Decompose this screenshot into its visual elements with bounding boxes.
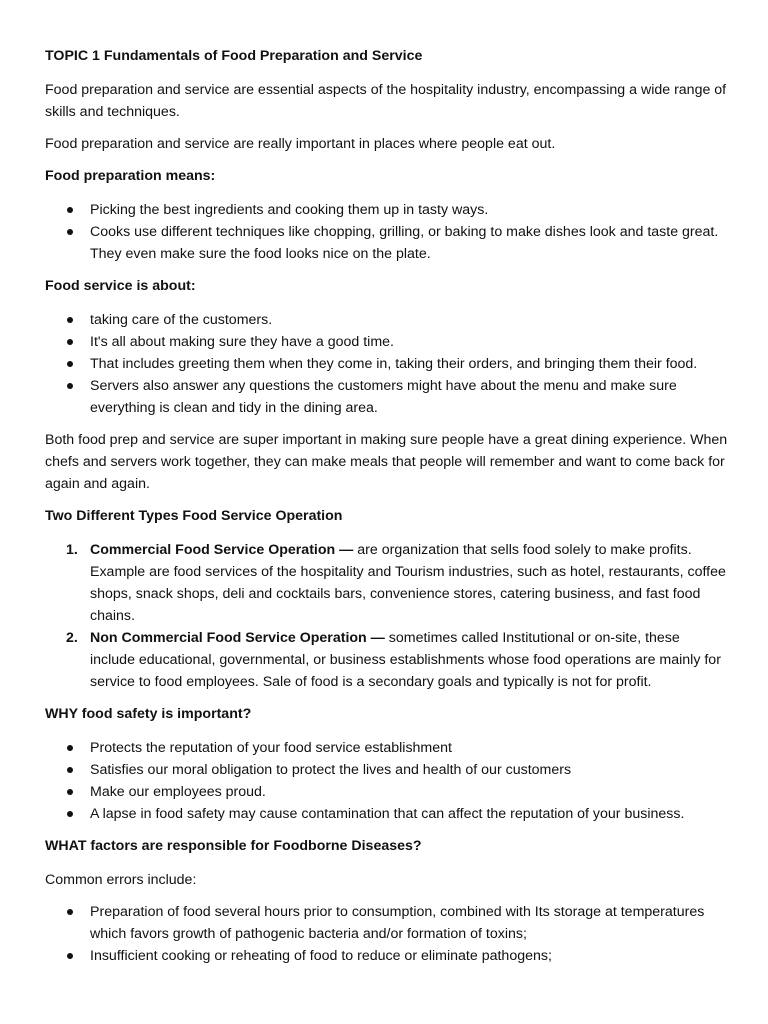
intro-paragraph-1: Food preparation and service are essential aspects of the hospitality industry, encompassing a wide range of skills and techniques.: [45, 82, 727, 120]
foodborne-factors-heading: WHAT factors are responsible for Foodborne Diseases?: [45, 838, 422, 854]
food-preparation-list: [45, 199, 728, 265]
list-item: It's all about making sure they have a good time.: [45, 331, 728, 353]
list-item: A lapse in food safety may cause contamination that can affect the reputation of your business.: [45, 803, 728, 825]
service-types-heading: Two Different Types Food Service Operation: [45, 508, 343, 524]
food-preparation-heading: Food preparation means:: [45, 168, 216, 184]
list-item: Servers also answer any questions the customers might have about the menu and make sure everything is clean and tidy in the dining area.: [45, 375, 728, 419]
item-number: 1.: [66, 542, 78, 558]
food-safety-list: [45, 737, 728, 825]
topic-title: TOPIC 1 Fundamentals of Food Preparation and Service: [45, 48, 423, 64]
type-term: Commercial Food Service Operation —: [90, 542, 354, 558]
list-item: taking care of the customers.: [45, 309, 728, 331]
list-item: Preparation of food several hours prior to consumption, combined with Its storage at temperatures which favors growth of pathogenic bacteria and/or formation of toxins;: [45, 901, 728, 945]
type-description: are organization that sells food solely to make profits. Example are food services of the hospitality and Tourism industries, such as hotel, restaurants, coffee shops, snack shops, deli and cocktails bars, convenience stores, catering business, and fast food chains.: [90, 542, 726, 624]
food-service-heading: Food service is about:: [45, 278, 196, 294]
list-item: [45, 627, 728, 693]
list-item: Insufficient cooking or reheating of food to reduce or eliminate pathogens;: [45, 945, 728, 967]
list-item: Protects the reputation of your food service establishment: [45, 737, 728, 759]
intro-paragraph-2: Food preparation and service are really important in places where people eat out.: [45, 136, 556, 152]
food-safety-heading: WHY food safety is important?: [45, 706, 252, 722]
both-paragraph: Both food prep and service are super important in making sure people have a great dining experience. When chefs and servers work together, they can make meals that people will remember and want to come back for again and again.: [45, 432, 728, 492]
list-item: [45, 539, 728, 627]
food-service-list: [45, 309, 728, 419]
common-errors-intro: Common errors include:: [45, 872, 197, 888]
item-number: 2.: [66, 630, 78, 646]
list-item: That includes greeting them when they come in, taking their orders, and bringing them their food.: [45, 353, 728, 375]
list-item: Satisfies our moral obligation to protect the lives and health of our customers: [45, 759, 728, 781]
list-item: Make our employees proud.: [45, 781, 728, 803]
common-errors-list: [45, 901, 728, 967]
list-item: Picking the best ingredients and cooking them up in tasty ways.: [45, 199, 728, 221]
type-term: Non Commercial Food Service Operation —: [90, 630, 385, 646]
type-description: sometimes called Institutional or on-site, these include educational, governmental, or business establishments whose food operations are mainly for service to food employees. Sale of food is a secondary goals and typically is not for profit.: [90, 630, 721, 690]
list-item: Cooks use different techniques like chopping, grilling, or baking to make dishes look and taste great. They even make sure the food looks nice on the plate.: [45, 221, 728, 265]
service-types-list: [45, 539, 728, 693]
